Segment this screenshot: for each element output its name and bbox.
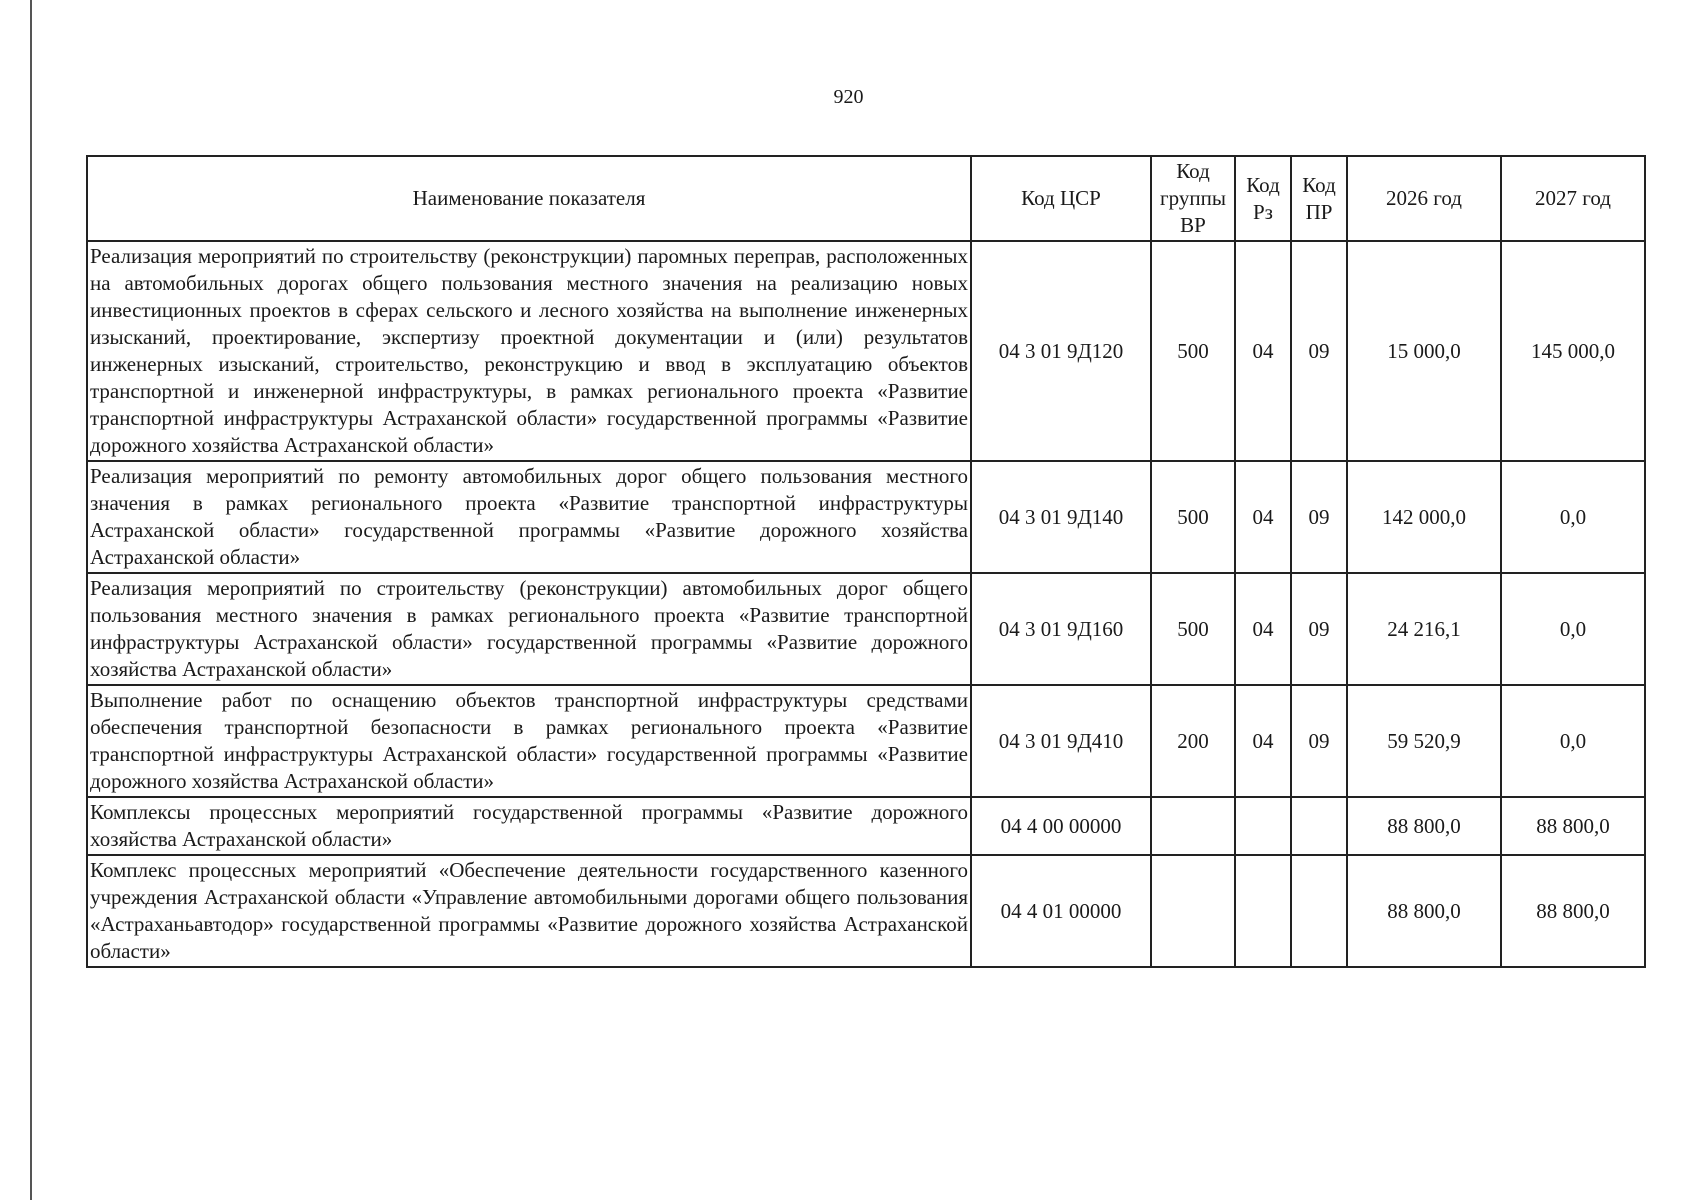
csr-code: 04 4 00 00000 [971, 797, 1151, 855]
rz-code: 04 [1235, 461, 1291, 573]
csr-code: 04 3 01 9Д160 [971, 573, 1151, 685]
amount-2026: 142 000,0 [1347, 461, 1501, 573]
table-row [87, 573, 1645, 685]
vr-code [1151, 797, 1235, 855]
pr-code: 09 [1291, 685, 1347, 797]
rz-code: 04 [1235, 241, 1291, 461]
header-vr: Код группы ВР [1151, 156, 1235, 241]
pr-code: 09 [1291, 461, 1347, 573]
table-row [87, 685, 1645, 797]
pr-code [1291, 797, 1347, 855]
indicator-name: Комплексы процессных мероприятий государственной программы «Развитие дорожного хозяйства Астраханской области» [87, 797, 971, 855]
csr-code: 04 3 01 9Д120 [971, 241, 1151, 461]
rz-code [1235, 855, 1291, 967]
page-number: 920 [833, 86, 864, 108]
csr-code: 04 3 01 9Д410 [971, 685, 1151, 797]
header-2026: 2026 год [1347, 156, 1501, 241]
csr-code: 04 4 01 00000 [971, 855, 1151, 967]
indicator-name: Реализация мероприятий по строительству (реконструкции) паромных переправ, расположенных на автомобильных дорогах общего пользования местного значения на реализацию новых инвестиционных проектов в сферах сельского и лесного хозяйства на выполнение инженерных изысканий, проектирование, экспертизу проектной документации и (или) результатов инженерных изысканий, строительство, реконструкцию и ввод в эксплуатацию объектов транспортной и инженерной инфраструктуры, в рамках регионального проекта «Развитие транспортной инфраструктуры Астраханской области» государственной программы «Развитие дорожного хозяйства Астраханской области» [87, 241, 971, 461]
table-row [87, 797, 1645, 855]
amount-2027: 145 000,0 [1501, 241, 1645, 461]
vr-code: 500 [1151, 241, 1235, 461]
amount-2027: 0,0 [1501, 573, 1645, 685]
amount-2026: 24 216,1 [1347, 573, 1501, 685]
vr-code: 200 [1151, 685, 1235, 797]
amount-2027: 88 800,0 [1501, 855, 1645, 967]
indicator-name: Реализация мероприятий по ремонту автомобильных дорог общего пользования местного значения в рамках регионального проекта «Развитие транспортной инфраструктуры Астраханской области» государственной программы «Развитие дорожного хозяйства Астраханской области» [87, 461, 971, 573]
header-2027: 2027 год [1501, 156, 1645, 241]
amount-2027: 0,0 [1501, 461, 1645, 573]
header-csr: Код ЦСР [971, 156, 1151, 241]
page-edge-line [30, 0, 32, 1200]
vr-code [1151, 855, 1235, 967]
table-row [87, 855, 1645, 967]
table-row [87, 241, 1645, 461]
csr-code: 04 3 01 9Д140 [971, 461, 1151, 573]
amount-2026: 88 800,0 [1347, 855, 1501, 967]
table-row [87, 461, 1645, 573]
header-pr: Код ПР [1291, 156, 1347, 241]
amount-2026: 15 000,0 [1347, 241, 1501, 461]
header-name: Наименование показателя [87, 156, 971, 241]
pr-code: 09 [1291, 573, 1347, 685]
indicator-name: Выполнение работ по оснащению объектов транспортной инфраструктуры средствами обеспечения транспортной безопасности в рамках регионального проекта «Развитие транспортной инфраструктуры Астраханской области» государственной программы «Развитие дорожного хозяйства Астраханской области» [87, 685, 971, 797]
amount-2027: 88 800,0 [1501, 797, 1645, 855]
pr-code [1291, 855, 1347, 967]
amount-2026: 59 520,9 [1347, 685, 1501, 797]
pr-code: 09 [1291, 241, 1347, 461]
rz-code: 04 [1235, 573, 1291, 685]
header-rz: Код Рз [1235, 156, 1291, 241]
indicator-name: Комплекс процессных мероприятий «Обеспечение деятельности государственного казенного учреждения Астраханской области «Управление автомобильными дорогами общего пользования «Астраханьавтодор» государственной программы «Развитие дорожного хозяйства Астраханской области» [87, 855, 971, 967]
indicator-name: Реализация мероприятий по строительству (реконструкции) автомобильных дорог общего пользования местного значения в рамках регионального проекта «Развитие транспортной инфраструктуры Астраханской области» государственной программы «Развитие дорожного хозяйства Астраханской области» [87, 573, 971, 685]
vr-code: 500 [1151, 461, 1235, 573]
table-header-row [87, 156, 1645, 241]
rz-code [1235, 797, 1291, 855]
amount-2026: 88 800,0 [1347, 797, 1501, 855]
budget-table [86, 155, 1646, 968]
rz-code: 04 [1235, 685, 1291, 797]
vr-code: 500 [1151, 573, 1235, 685]
amount-2027: 0,0 [1501, 685, 1645, 797]
